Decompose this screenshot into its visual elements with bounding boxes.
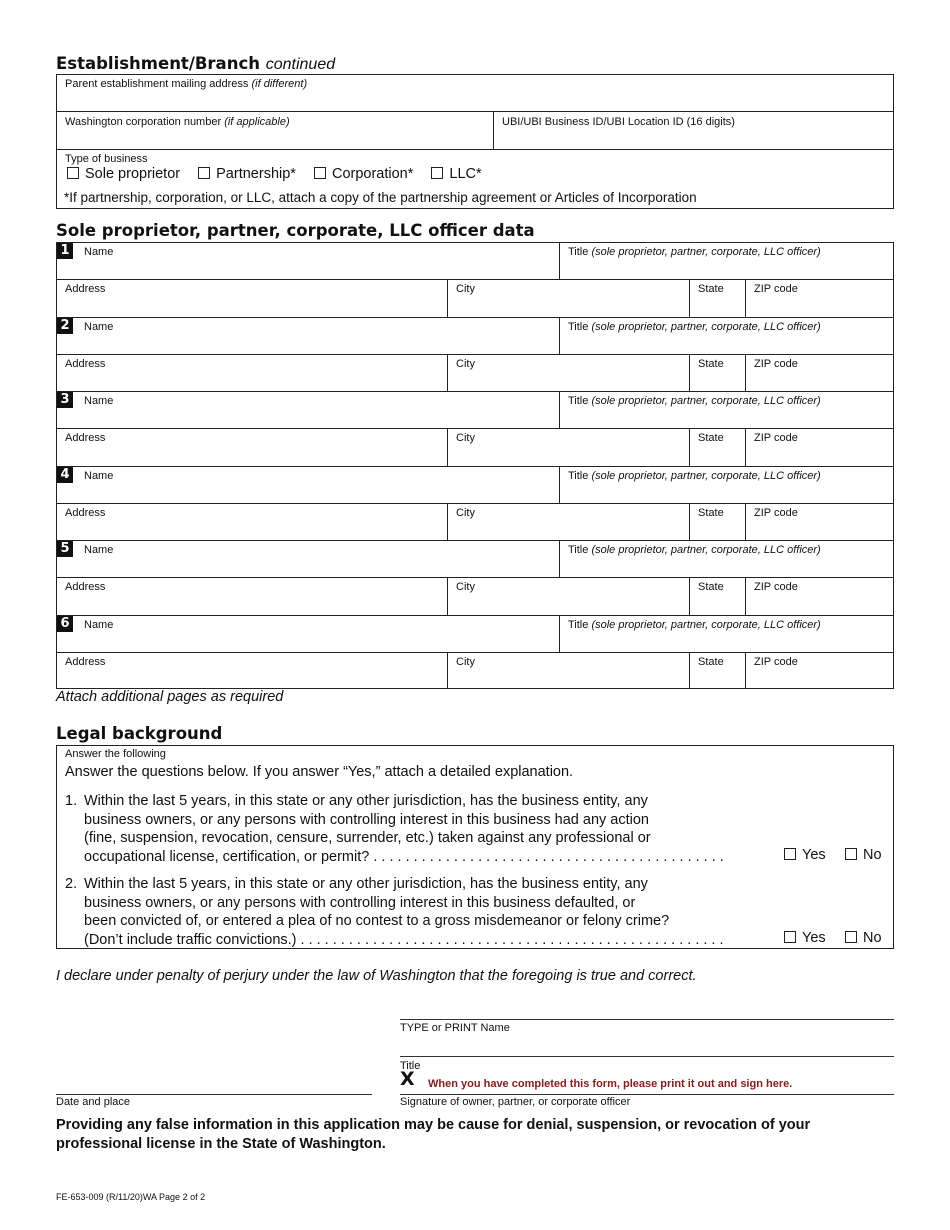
checkbox-icon[interactable] — [314, 167, 326, 179]
declaration: I declare under penalty of perjury under the law of Washington that the foregoing is true and correct. — [56, 968, 697, 984]
business-type-footnote: *If partnership, corporation, or LLC, attach a copy of the partnership agreement or Articles of Incorporation — [64, 190, 697, 205]
option-partnership[interactable] — [198, 166, 296, 182]
establishment-vdivider — [493, 111, 494, 149]
x-mark: X — [400, 1068, 415, 1090]
officer-row-divider — [56, 652, 894, 653]
officer-vdivider — [745, 577, 746, 614]
officer-title-label: Title — [568, 246, 589, 258]
officer-name-field[interactable]: Name — [84, 246, 114, 258]
officer-city-field[interactable]: City — [456, 581, 475, 594]
answer-label: Answer the following — [65, 748, 166, 760]
officer-title-field[interactable] — [568, 619, 821, 631]
business-type-options — [67, 166, 482, 182]
checkbox-icon[interactable] — [784, 931, 796, 943]
print-name-label: TYPE or PRINT Name — [400, 1022, 510, 1034]
officer-address-field[interactable]: Address — [65, 357, 106, 370]
officer-vdivider — [745, 428, 746, 465]
officer-name-field[interactable]: Name — [84, 395, 114, 407]
date-place-line[interactable] — [56, 1094, 372, 1095]
ubi-field[interactable]: UBI/UBI Business ID/UBI Location ID (16 digits) — [502, 116, 735, 128]
no-label: No — [863, 930, 882, 946]
officer-number-badge: 3 — [57, 392, 73, 408]
officer-title-field[interactable] — [568, 544, 821, 556]
establishment-heading — [56, 54, 335, 74]
question-1-line: occupational license, certification, or permit? . . . . . . . . . . . . . . . . . . . . . . . . . . . . . . . . . . . . . . . . . . . . — [84, 848, 724, 865]
officer-divider — [56, 540, 894, 541]
officer-title-note: (sole proprietor, partner, corporate, LLC officer) — [591, 544, 821, 556]
attach-note: Attach additional pages as required — [56, 689, 284, 705]
officer-vdivider — [689, 279, 690, 316]
option-corporation[interactable] — [314, 166, 413, 182]
yes-label: Yes — [802, 847, 826, 863]
officer-address-field[interactable]: Address — [65, 655, 106, 668]
question-2-line: business owners, or any persons with controlling interest in this business defaulted, or — [84, 894, 636, 911]
question-1-number: 1. — [65, 793, 78, 809]
officer-title-label: Title — [568, 395, 589, 407]
officer-divider — [56, 391, 894, 392]
officer-row-divider — [56, 354, 894, 355]
officer-title-label: Title — [568, 320, 589, 333]
officer-vdivider — [559, 391, 560, 428]
officer-vdivider — [447, 503, 448, 540]
officer-title-label: Title — [568, 469, 589, 482]
officer-zip-field[interactable]: ZIP code — [754, 432, 798, 445]
question-1-line: business owners, or any persons with controlling interest in this business had any action — [84, 811, 649, 828]
officer-city-field[interactable]: City — [456, 655, 475, 668]
question-2-line: Within the last 5 years, in this state or any other jurisdiction, has the business entity, any — [84, 876, 648, 892]
officer-vdivider — [689, 652, 690, 689]
officer-state-field[interactable]: State — [698, 506, 724, 519]
officer-vdivider — [689, 577, 690, 614]
type-of-business-label: Type of business — [65, 153, 148, 165]
question-1-line: Within the last 5 years, in this state or any other jurisdiction, has the business entity, any — [84, 793, 648, 809]
officer-vdivider — [745, 279, 746, 316]
officer-divider — [56, 317, 894, 318]
option-label: LLC* — [449, 166, 482, 182]
officer-title-field[interactable] — [568, 470, 821, 482]
officer-vdivider — [689, 503, 690, 540]
officer-state-field[interactable]: State — [698, 655, 724, 668]
question-2-line: (Don’t include traffic convictions.) . . . . . . . . . . . . . . . . . . . . . . . . . . . . . . . . . . . . . . . . . . . . . . . . . . . . . — [84, 931, 724, 948]
checkbox-icon[interactable] — [198, 167, 210, 179]
officer-state-field[interactable]: State — [698, 581, 724, 594]
question-2-number: 2. — [65, 876, 78, 892]
officer-title-note: (sole proprietor, partner, corporate, LLC officer) — [591, 246, 821, 258]
officer-city-field[interactable]: City — [456, 432, 475, 445]
signature-label: Signature of owner, partner, or corporate officer — [400, 1096, 631, 1108]
officer-address-field[interactable]: Address — [65, 432, 106, 445]
officer-vdivider — [559, 615, 560, 652]
officer-vdivider — [447, 354, 448, 391]
establishment-divider-1 — [56, 111, 894, 112]
option-label: Corporation* — [331, 166, 414, 182]
officer-vdivider — [559, 466, 560, 503]
no-label: No — [863, 847, 882, 863]
officer-row-divider — [56, 279, 894, 280]
officer-row-divider — [56, 503, 894, 504]
officer-title-label: Title — [568, 544, 589, 556]
officer-title-note: (sole proprietor, partner, corporate, LLC officer) — [591, 320, 821, 333]
print-name-line[interactable] — [400, 1019, 894, 1020]
signature-title-label: Title — [400, 1060, 421, 1072]
officer-city-field[interactable]: City — [456, 357, 475, 370]
form-footer: FE-653-009 (R/11/20)WA Page 2 of 2 — [56, 1192, 206, 1202]
corporation-number-note: (if applicable) — [224, 116, 290, 128]
date-place-label: Date and place — [56, 1096, 130, 1108]
corporation-number-label: Washington corporation number — [65, 116, 222, 128]
checkbox-icon[interactable] — [845, 931, 857, 943]
checkbox-icon[interactable] — [845, 848, 857, 860]
option-sole-proprietor[interactable] — [67, 166, 180, 182]
officer-row-divider — [56, 577, 894, 578]
officer-address-field[interactable]: Address — [65, 283, 106, 296]
officer-title-field[interactable] — [568, 321, 821, 333]
officer-zip-field[interactable]: ZIP code — [754, 581, 798, 594]
option-label: Sole proprietor — [85, 166, 181, 182]
officer-title-field[interactable] — [568, 395, 821, 407]
establishment-title-suffix: continued — [265, 56, 336, 73]
establishment-divider-2 — [56, 149, 894, 150]
question-1-yes[interactable] — [784, 847, 826, 863]
warning-line: Providing any false information in this application may be cause for denial, suspension, or revocation of your — [56, 1117, 811, 1133]
officer-vdivider — [745, 652, 746, 689]
officer-title-note: (sole proprietor, partner, corporate, LLC officer) — [591, 618, 821, 631]
officer-city-field[interactable]: City — [456, 283, 475, 296]
officer-state-field[interactable]: State — [698, 432, 724, 445]
question-1-no[interactable] — [845, 847, 882, 863]
officer-title-note: (sole proprietor, partner, corporate, LLC officer) — [591, 395, 821, 407]
signature-line[interactable] — [400, 1094, 894, 1095]
checkbox-icon[interactable] — [431, 167, 443, 179]
officer-number-badge: 5 — [57, 541, 73, 557]
officer-name-field[interactable]: Name — [84, 618, 114, 631]
false-info-warning — [56, 1116, 810, 1154]
officer-zip-field[interactable]: ZIP code — [754, 506, 798, 519]
officer-vdivider — [559, 317, 560, 354]
legal-heading: Legal background — [56, 724, 223, 743]
officer-vdivider — [447, 279, 448, 316]
officer-vdivider — [447, 652, 448, 689]
establishment-box — [56, 74, 894, 209]
officer-address-field[interactable]: Address — [65, 581, 106, 594]
question-2-yes[interactable] — [784, 930, 826, 946]
officer-address-field[interactable]: Address — [65, 506, 106, 519]
officer-name-field[interactable]: Name — [84, 320, 114, 333]
officer-title-field[interactable] — [568, 246, 821, 258]
officer-zip-field[interactable]: ZIP code — [754, 283, 798, 296]
officer-number-badge: 2 — [57, 318, 73, 334]
officer-title-note: (sole proprietor, partner, corporate, LLC officer) — [591, 469, 821, 482]
officer-number-badge: 6 — [57, 616, 73, 632]
officer-vdivider — [447, 428, 448, 465]
officer-vdivider — [745, 503, 746, 540]
officer-state-field[interactable]: State — [698, 283, 724, 296]
officer-state-field[interactable]: State — [698, 357, 724, 370]
establishment-title: Establishment/Branch — [56, 54, 260, 73]
question-2-no[interactable] — [845, 930, 882, 946]
checkbox-icon[interactable] — [784, 848, 796, 860]
warning-line: professional license in the State of Washington. — [56, 1136, 386, 1152]
question-1-line: (fine, suspension, revocation, censure, surrender, etc.) taken against any professional or — [84, 830, 651, 846]
mailing-address-field[interactable] — [65, 78, 307, 90]
officer-title-label: Title — [568, 618, 589, 631]
checkbox-icon[interactable] — [67, 167, 79, 179]
officer-vdivider — [447, 577, 448, 614]
officer-number-badge: 1 — [57, 243, 73, 259]
option-label: Partnership* — [216, 166, 296, 182]
officer-vdivider — [689, 428, 690, 465]
officer-city-field[interactable]: City — [456, 506, 475, 519]
officers-heading: Sole proprietor, partner, corporate, LLC officer data — [56, 221, 535, 240]
officer-divider — [56, 466, 894, 467]
legal-intro: Answer the questions below. If you answer “Yes,” attach a detailed explanation. — [65, 764, 574, 780]
officer-vdivider — [559, 540, 560, 577]
question-2-line: been convicted of, or entered a plea of no contest to a gross misdemeanor or felony crime? — [84, 913, 670, 929]
officer-name-field[interactable]: Name — [84, 469, 114, 482]
officer-row-divider — [56, 428, 894, 429]
mailing-address-label: Parent establishment mailing address — [65, 78, 249, 90]
mailing-address-note: (if different) — [251, 78, 308, 90]
title-line[interactable] — [400, 1056, 894, 1057]
sign-instructions: When you have completed this form, please print it out and sign here. — [428, 1078, 793, 1090]
officer-vdivider — [559, 242, 560, 279]
option-llc[interactable] — [431, 166, 481, 182]
officer-zip-field[interactable]: ZIP code — [754, 655, 798, 668]
officer-vdivider — [745, 354, 746, 391]
officer-vdivider — [689, 354, 690, 391]
officer-name-field[interactable]: Name — [84, 544, 114, 556]
officer-divider — [56, 615, 894, 616]
officer-number-badge: 4 — [57, 467, 73, 483]
officer-zip-field[interactable]: ZIP code — [754, 357, 798, 370]
yes-label: Yes — [802, 930, 826, 946]
corporation-number-field[interactable] — [65, 116, 290, 128]
